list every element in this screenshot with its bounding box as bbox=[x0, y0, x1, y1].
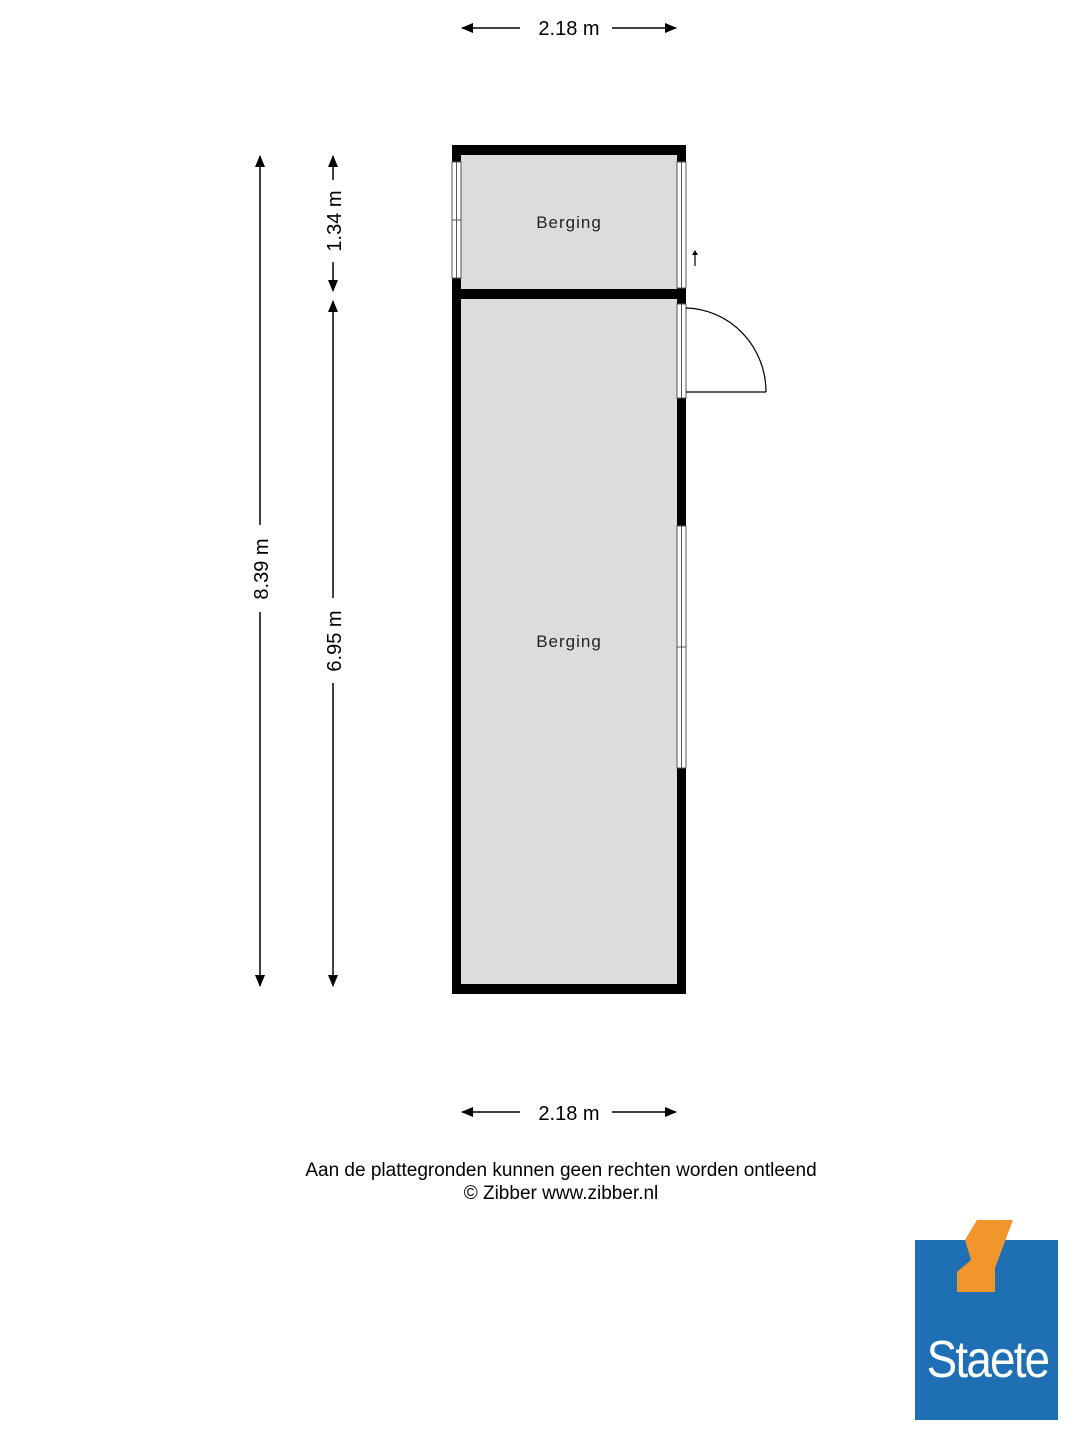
dimension-lower-height-label: 6.95 m bbox=[324, 610, 346, 672]
dimension-upper-height bbox=[324, 156, 346, 291]
dimension-upper-height-label: 1.34 m bbox=[324, 190, 346, 252]
dimension-top-width bbox=[462, 18, 676, 40]
dimension-bottom-width bbox=[462, 1103, 676, 1125]
dimension-bottom-width-label: 2.18 m bbox=[538, 1103, 600, 1125]
door-swing bbox=[677, 304, 766, 398]
dimension-lower-height bbox=[324, 301, 346, 986]
window-upper-right bbox=[677, 162, 686, 288]
opening-direction-arrow bbox=[692, 250, 698, 266]
room-label-upper: Berging bbox=[536, 213, 602, 232]
room-label-lower: Berging bbox=[536, 632, 602, 651]
staete-logo-text: Staete bbox=[926, 1331, 1049, 1389]
staete-logo-shape bbox=[915, 1220, 1060, 1420]
dimension-total-height-label: 8.39 m bbox=[251, 538, 273, 600]
window-lower-right bbox=[677, 526, 686, 768]
window-upper-left bbox=[452, 162, 461, 278]
disclaimer-text: Aan de plattegronden kunnen geen rechten worden ontleend bbox=[305, 1160, 817, 1181]
dimension-top-width-label: 2.18 m bbox=[538, 18, 600, 40]
copyright-text: © Zibber www.zibber.nl bbox=[463, 1183, 659, 1204]
dimension-total-height bbox=[251, 156, 273, 986]
staete-logo bbox=[915, 1220, 1060, 1420]
